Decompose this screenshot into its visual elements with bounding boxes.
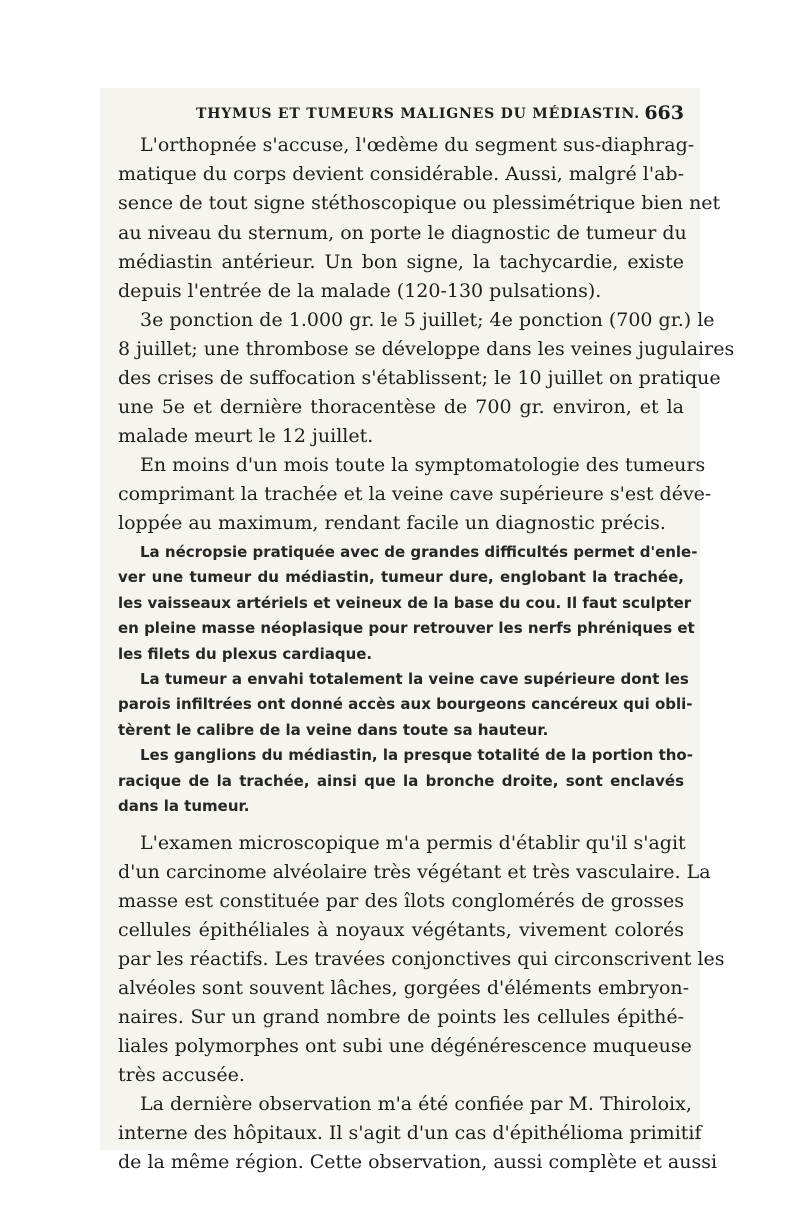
text-line: interne des hôpitaux. Il s'agit d'un cas d'épithélioma primitif: [118, 1122, 702, 1144]
text-line: de la même région. Cette observation, aussi complète et aussi: [118, 1151, 718, 1173]
text-line: médiastin antérieur. Un bon signe, la tachycardie, existe: [118, 251, 684, 273]
text-line: liales polymorphes ont subi une dégénérescence muqueuse: [118, 1035, 692, 1057]
text-line: En moins d'un mois toute la symptomatologie des tumeurs: [140, 454, 706, 476]
text-line: des crises de suffocation s'établissent; le 10 juillet on pratique: [118, 367, 721, 389]
text-line: au niveau du sternum, on porte le diagnostic de tumeur du: [118, 222, 687, 244]
text-line: d'un carcinome alvéolaire très végétant et très vasculaire. La: [118, 861, 711, 883]
text-line: masse est constituée par des îlots conglomérés de grosses: [118, 890, 684, 912]
text-line: cellules épithéliales à noyaux végétants, vivement colorés: [118, 919, 684, 941]
running-head: [118, 104, 684, 130]
text-line: naires. Sur un grand nombre de points les cellules épithé-: [118, 1006, 684, 1028]
case-note-line: tèrent le calibre de la veine dans toute sa hauteur.: [118, 721, 549, 739]
text-line: par les réactifs. Les travées conjonctives qui circonscrivent les: [118, 948, 725, 970]
text-line: comprimant la trachée et la veine cave supérieure s'est déve-: [118, 483, 712, 505]
text-line: depuis l'entrée de la malade (120-130 pulsations).: [118, 280, 602, 302]
case-note-line: ver une tumeur du médiastin, tumeur dure, englobant la trachée,: [118, 568, 684, 586]
case-note-line: dans la tumeur.: [118, 797, 250, 815]
text-line: une 5e et dernière thoracentèse de 700 gr. environ, et la: [118, 396, 684, 418]
case-note-line: La nécropsie pratiquée avec de grandes difficultés permet d'enle-: [140, 543, 698, 561]
text-line: loppée au maximum, rendant facile un diagnostic précis.: [118, 512, 666, 534]
text-line: très accusée.: [118, 1064, 245, 1086]
case-note-line: racique de la trachée, ainsi que la bronche droite, sont enclavés: [118, 772, 684, 790]
case-note-line: La tumeur a envahi totalement la veine cave supérieure dont les: [140, 670, 689, 688]
case-note-line: parois infiltrées ont donné accès aux bourgeons cancéreux qui obli-: [118, 695, 693, 713]
text-line: 3e ponction de 1.000 gr. le 5 juillet; 4e ponction (700 gr.) le: [140, 309, 715, 331]
text-line: sence de tout signe stéthoscopique ou plessimétrique bien net: [118, 192, 721, 214]
text-line: L'examen microscopique m'a permis d'établir qu'il s'agit: [140, 832, 686, 854]
text-line: matique du corps devient considérable. Aussi, malgré l'ab-: [118, 163, 684, 185]
case-note-line: les vaisseaux artériels et veineux de la base du cou. Il faut sculpter: [118, 594, 692, 612]
case-note-line: les filets du plexus cardiaque.: [118, 645, 373, 663]
running-title: THYMUS ET TUMEURS MALIGNES DU MÉDIASTIN.: [196, 106, 640, 122]
text-line: malade meurt le 12 juillet.: [118, 425, 374, 447]
text-line: L'orthopnée s'accuse, l'œdème du segment sus-diaphrag-: [140, 134, 695, 156]
page-number: 663: [644, 102, 684, 124]
text-line: alvéoles sont souvent lâches, gorgées d'éléments embryon-: [118, 977, 690, 999]
text-line: 8 juillet; une thrombose se développe dans les veines jugulaires: [118, 338, 735, 360]
case-note-line: Les ganglions du médiastin, la presque totalité de la portion tho-: [140, 746, 693, 764]
text-line: La dernière observation m'a été confiée par M. Thiroloix,: [140, 1093, 692, 1115]
case-note-line: en pleine masse néoplasique pour retrouver les nerfs phréniques et: [118, 619, 695, 637]
